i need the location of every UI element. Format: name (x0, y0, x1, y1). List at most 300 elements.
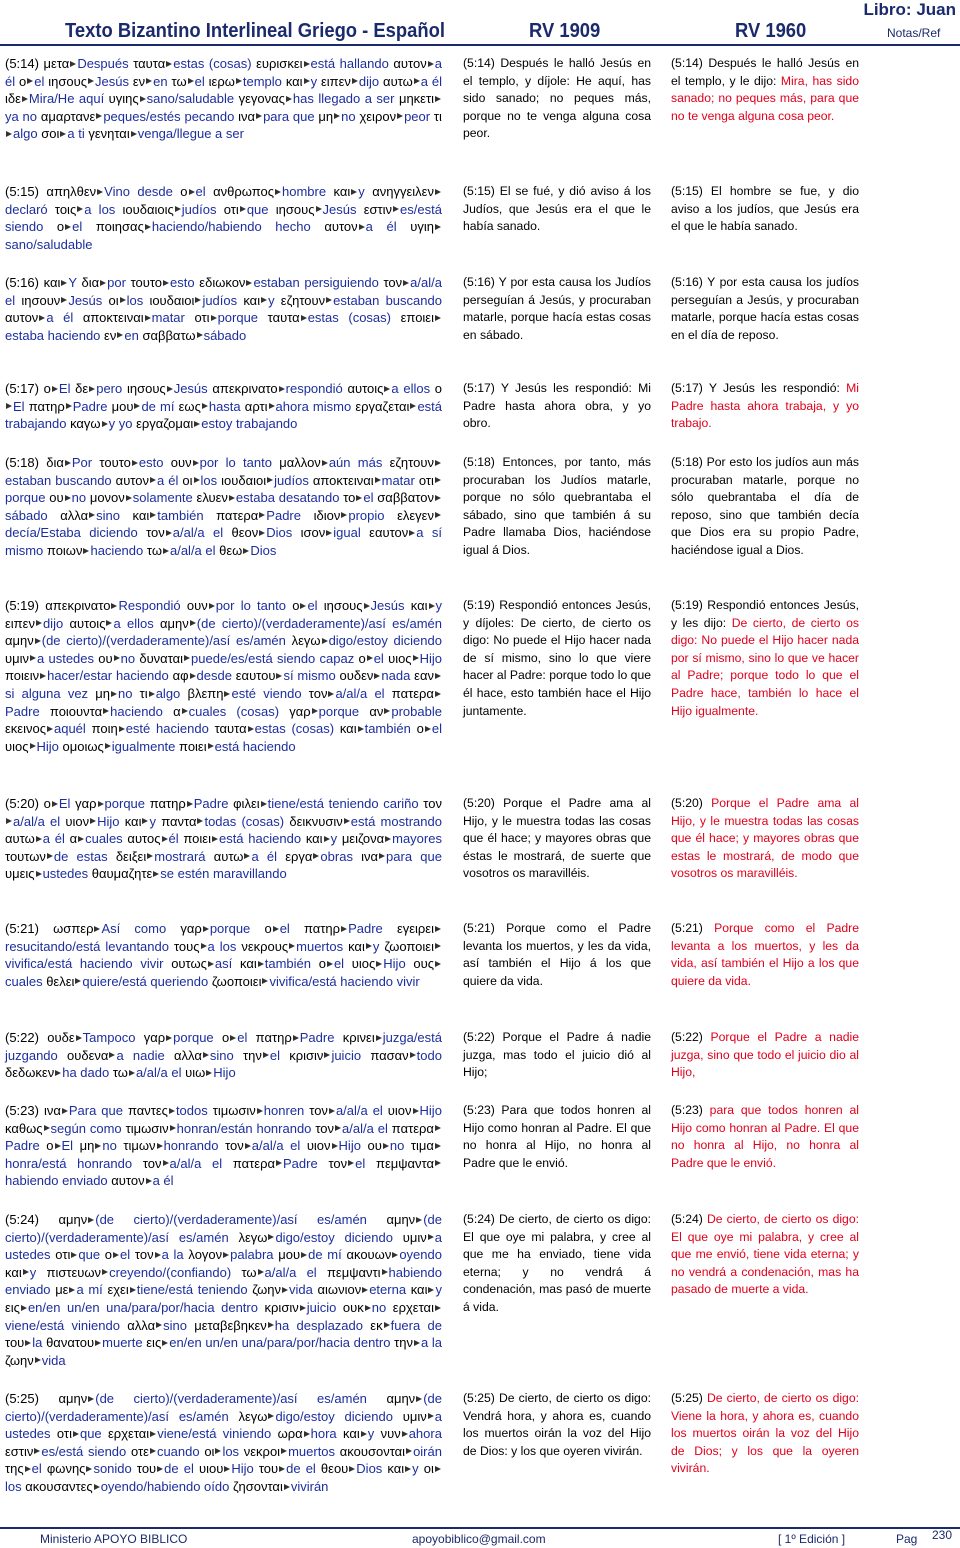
word-pair (133, 56, 251, 71)
spanish-gloss: El (58, 796, 71, 811)
word-pair (75, 796, 145, 811)
arrow-right-icon (385, 836, 391, 842)
arrow-right-icon (366, 943, 372, 949)
word-pair (243, 293, 274, 308)
greek-interlinear (5, 454, 442, 560)
word-pair (5, 91, 104, 106)
spanish-gloss: el (431, 721, 442, 737)
greek-word: και (132, 507, 150, 523)
word-pair (44, 1103, 123, 1118)
spanish-gloss: y (29, 1264, 37, 1280)
arrow-right-icon (435, 673, 441, 679)
greek-word: ακουων (346, 1247, 392, 1263)
greek-word: σαββατον (377, 490, 434, 506)
greek-word: α (69, 831, 78, 847)
word-pair (212, 381, 342, 396)
arrow-right-icon (61, 297, 67, 303)
word-pair (318, 109, 355, 124)
greek-word: παντα (161, 813, 197, 829)
arrow-right-icon (406, 1448, 412, 1454)
spanish-gloss: sí mismo (283, 668, 336, 684)
greek-word: ουν (186, 598, 208, 613)
spanish-gloss: matar (381, 472, 415, 488)
spanish-gloss: a él (152, 1173, 174, 1189)
spanish-gloss: aún más (328, 455, 383, 470)
arrow-right-icon (384, 386, 390, 392)
word-pair (95, 686, 132, 701)
greek-word: λεγω (291, 633, 321, 649)
spanish-gloss: obras (320, 848, 353, 864)
arrow-right-icon (206, 1070, 212, 1076)
spanish-gloss: los (126, 292, 144, 308)
arrow-right-icon (230, 1035, 236, 1041)
arrow-right-icon (132, 460, 138, 466)
arrow-right-icon (261, 801, 267, 807)
spanish-gloss: (de cierto)/(verdaderamente)/así es/amén (5, 1391, 442, 1424)
spanish-gloss: y (330, 831, 338, 847)
greek-word: ιησους (275, 201, 315, 217)
greek-word: ο (43, 796, 51, 811)
word-pair (328, 1156, 365, 1171)
spanish-gloss: los (200, 472, 218, 488)
greek-word: νυν (380, 1426, 401, 1442)
arrow-right-icon (257, 1108, 263, 1114)
spanish-gloss: Padre (283, 1155, 318, 1171)
arrow-right-icon (324, 1052, 330, 1058)
word-pair (5, 1065, 109, 1080)
word-pair (289, 814, 442, 829)
greek-word: πατηρ (28, 398, 65, 414)
greek-interlinear (5, 597, 442, 755)
greek-word: εργαζομαι (136, 416, 194, 432)
word-pair (63, 739, 176, 754)
arrow-right-icon (414, 78, 420, 84)
arrow-right-icon (97, 189, 103, 195)
arrow-right-icon (150, 1448, 156, 1454)
greek-word: αμην (386, 1391, 416, 1406)
greek-word: ιουδαιοις (122, 201, 174, 217)
greek-interlinear (5, 1390, 442, 1496)
spanish-gloss: el (355, 1155, 366, 1171)
greek-word: αρτι (244, 398, 268, 414)
spanish-gloss: Jesús (370, 598, 405, 613)
spanish-gloss: sábado (5, 507, 48, 523)
greek-word: απεκρινατο (212, 381, 278, 396)
arrow-right-icon (279, 1466, 285, 1472)
rv1960-words-of-jesus: Mira, has sido sanado; no peques más, para que no te venga alguna cosa peor. (671, 73, 859, 123)
rv1960-text (671, 597, 859, 720)
arrow-right-icon (61, 280, 67, 286)
spanish-gloss: los (5, 1478, 22, 1494)
spanish-gloss: puede/es/está siendo capaz (191, 650, 355, 666)
word-pair (5, 739, 59, 754)
greek-word: μη (95, 685, 110, 701)
word-pair (194, 1318, 363, 1333)
word-pair (5, 1335, 42, 1350)
spanish-gloss: a ti (67, 126, 85, 142)
contact-email: apoyobiblico@gmail.com (412, 1532, 546, 1546)
word-pair (58, 1391, 366, 1406)
spanish-gloss: algo (13, 126, 38, 142)
arrow-right-icon (429, 603, 435, 609)
word-pair (46, 455, 92, 470)
word-pair (5, 633, 286, 648)
word-pair (5, 310, 73, 325)
greek-word: υμιν (5, 650, 29, 666)
word-pair (381, 1426, 442, 1441)
word-pair (5, 1353, 66, 1368)
spanish-gloss: Padre (5, 703, 40, 719)
spanish-gloss: porque (209, 921, 251, 936)
word-pair (46, 1265, 231, 1280)
greek-word: μειζονα (341, 831, 385, 847)
arrow-right-icon (169, 1108, 175, 1114)
spanish-gloss: tiene/está teniendo (136, 1282, 248, 1298)
greek-word: υγιης (108, 91, 139, 107)
greek-word: κρισιν (264, 1299, 299, 1315)
greek-word: ου (49, 490, 64, 506)
spanish-gloss: a él (46, 310, 74, 326)
greek-word: εποιει (400, 310, 434, 326)
spanish-gloss: Tampoco (82, 1030, 136, 1045)
arrow-right-icon (258, 1269, 264, 1275)
arrow-right-icon (327, 961, 333, 967)
arrow-right-icon (281, 1448, 287, 1454)
spanish-gloss: El (13, 398, 25, 414)
greek-word: οτι (223, 201, 239, 217)
arrow-right-icon (142, 818, 148, 824)
spanish-gloss: vida (41, 1352, 66, 1368)
word-pair (41, 109, 235, 124)
spanish-gloss: (de cierto)/(verdaderamente)/así es/amén (196, 615, 442, 631)
word-pair (370, 1318, 442, 1333)
word-pair (233, 1156, 318, 1171)
greek-word: α (173, 703, 181, 719)
word-pair (55, 202, 115, 217)
word-pair (57, 219, 82, 234)
greek-word: τον (146, 525, 165, 541)
arrow-right-icon (259, 512, 265, 518)
greek-word: τον (383, 275, 403, 290)
spanish-gloss: no (120, 650, 136, 666)
greek-word: ιερω (208, 73, 235, 89)
greek-word: τουτο (130, 275, 163, 290)
verse-ref: (5:24) (5, 1212, 39, 1227)
arrow-right-icon (262, 978, 268, 984)
arrow-right-icon (184, 655, 190, 661)
word-pair (342, 831, 442, 846)
word-pair (146, 1335, 390, 1350)
arrow-right-icon (326, 530, 332, 536)
greek-word: ζωην (252, 1282, 282, 1298)
word-pair (307, 1138, 361, 1153)
greek-word: αμην (386, 1212, 416, 1227)
verse-ref: (5:22) (5, 1030, 39, 1045)
spanish-gloss: Padre (5, 1138, 40, 1154)
word-pair (209, 74, 282, 89)
spanish-gloss: en (124, 327, 139, 343)
word-pair (173, 704, 279, 719)
rv1960-words-of-jesus: Porque el Padre ama al Hijo, y le muestra todas las cosas que él hace; y mayores obras que estas le mostrará, de modo que vosotros os maravilléis. (671, 796, 859, 881)
greek-word: ινα (361, 848, 379, 864)
greek-word: θαυμαζητε (91, 866, 153, 882)
rv1960-narration: (5:16) Y por esta causa los judíos perseguían a Jesús, y procuraban matarle, porque hacía estas cosas en el día de reposo. (671, 275, 859, 342)
greek-word: εδιωκον (199, 275, 246, 290)
spanish-gloss: Vino desde (104, 184, 173, 199)
greek-interlinear (5, 380, 442, 433)
arrow-right-icon (435, 1160, 441, 1166)
greek-word: ουτως (171, 956, 207, 972)
greek-word: τον (142, 1155, 162, 1171)
arrow-right-icon (413, 1108, 419, 1114)
spanish-gloss: declaró (5, 201, 48, 217)
spanish-gloss: honran/están honrando (176, 1120, 312, 1136)
greek-word: υιον (65, 813, 90, 829)
word-pair (161, 814, 284, 829)
word-pair (222, 1030, 247, 1045)
verse-ref: (5:18) (5, 455, 39, 470)
greek-word: οτι (418, 472, 434, 488)
greek-word: εις (146, 1335, 162, 1351)
spanish-gloss: (de cierto)/(verdaderamente)/así es/amén (95, 1391, 367, 1406)
spanish-gloss: estas (cosas) (173, 56, 252, 71)
greek-word: πιστευων (46, 1264, 102, 1280)
word-pair (346, 1247, 442, 1262)
spanish-gloss: porque (104, 796, 146, 811)
word-pair (340, 721, 411, 736)
word-pair (289, 1048, 361, 1063)
greek-interlinear (5, 55, 442, 143)
word-pair (70, 831, 123, 846)
spanish-gloss: en/en un/en una/para/por/hacia dentro (27, 1299, 258, 1315)
spanish-gloss: solamente (132, 490, 193, 506)
spanish-gloss: dijo (358, 73, 380, 89)
arrow-right-icon (36, 871, 42, 877)
greek-word: τον (423, 796, 442, 811)
spanish-gloss: palabra (230, 1247, 274, 1263)
arrow-right-icon (131, 131, 137, 137)
arrow-right-icon (405, 1466, 411, 1472)
arrow-right-icon (425, 726, 431, 732)
spanish-gloss: viene/está viniendo (5, 1317, 120, 1333)
arrow-right-icon (22, 96, 28, 102)
spanish-gloss: a los (207, 938, 237, 954)
spanish-gloss: Jesús (95, 73, 129, 89)
word-pair (213, 184, 326, 199)
word-pair (5, 1265, 36, 1280)
arrow-right-icon (27, 78, 33, 84)
spanish-gloss: si alguna vez (5, 685, 89, 701)
word-pair (318, 1282, 407, 1297)
spanish-gloss: a/al/a el (5, 275, 442, 308)
spanish-gloss: el (269, 1047, 280, 1063)
spanish-gloss: venga/llegue a ser (137, 126, 244, 142)
greek-word: ακουσονται (339, 1443, 406, 1459)
arrow-right-icon (34, 1448, 40, 1454)
spanish-gloss: (de cierto)/(verdaderamente)/así es/amén (5, 1212, 442, 1245)
greek-word: οτι (55, 1247, 71, 1263)
spanish-gloss: y (435, 1282, 442, 1298)
arrow-right-icon (410, 403, 416, 409)
greek-word: με (55, 1282, 69, 1298)
arrow-right-icon (329, 1108, 335, 1114)
word-pair (70, 616, 154, 631)
arrow-right-icon (245, 1143, 251, 1149)
spanish-gloss: Y (68, 275, 77, 290)
greek-word: ωσπερ (53, 921, 94, 936)
rv1960-words-of-jesus: Mi Padre hasta ahora trabaja, y yo trabajo. (671, 381, 859, 431)
arrow-right-icon (86, 1466, 92, 1472)
greek-word: αποκτειναι (312, 472, 374, 488)
greek-word: οι (182, 472, 193, 488)
arrow-right-icon (113, 1252, 119, 1258)
word-pair (46, 1138, 73, 1153)
arrow-right-icon (167, 386, 173, 392)
arrow-right-icon (150, 1431, 156, 1437)
spanish-gloss: todos (175, 1103, 208, 1118)
spanish-gloss: juicio (331, 1047, 362, 1063)
word-pair (55, 1282, 103, 1297)
arrow-right-icon (361, 1431, 367, 1437)
arrow-right-icon (414, 1340, 420, 1346)
arrow-right-icon (103, 708, 109, 714)
word-pair (417, 721, 442, 736)
arrow-right-icon (416, 1217, 422, 1223)
word-pair (19, 74, 44, 89)
spanish-gloss: decía/Estaba diciendo (5, 525, 138, 541)
greek-word: πατηρ (304, 921, 341, 936)
spanish-gloss: él (168, 831, 179, 847)
spanish-gloss: el (31, 1461, 42, 1477)
word-pair (348, 939, 379, 954)
spanish-gloss: esté viendo (231, 685, 302, 701)
greek-word: ο (19, 73, 27, 89)
arrow-right-icon (194, 477, 200, 483)
word-pair (241, 939, 343, 954)
arrow-right-icon (435, 691, 441, 697)
arrow-right-icon (201, 943, 207, 949)
spanish-gloss: fuera de (390, 1317, 442, 1333)
arrow-right-icon (301, 1252, 307, 1258)
arrow-right-icon (96, 113, 102, 119)
arrow-right-icon (166, 530, 172, 536)
spanish-gloss: Jesús (173, 381, 208, 396)
arrow-right-icon (88, 78, 94, 84)
greek-word: λεγω (238, 1408, 268, 1424)
arrow-right-icon (273, 926, 279, 932)
arrow-right-icon (6, 131, 12, 137)
spanish-gloss: porque (217, 310, 259, 326)
greek-word: μηκετι (398, 91, 434, 107)
greek-word: αυτον (115, 472, 149, 488)
greek-word: την (242, 1047, 262, 1063)
spanish-gloss: a/al/a el (13, 813, 61, 829)
arrow-right-icon (328, 691, 334, 697)
spanish-gloss: se estén maravillando (160, 866, 287, 882)
arrow-right-icon (300, 1305, 306, 1311)
word-pair (239, 91, 395, 106)
word-pair (81, 275, 125, 290)
spanish-gloss: probable (391, 703, 442, 719)
spanish-gloss: y (310, 73, 318, 89)
word-pair (241, 1265, 316, 1280)
spanish-gloss: estas (cosas) (254, 721, 335, 737)
arrow-right-icon (35, 638, 41, 644)
word-pair (199, 1461, 254, 1476)
greek-interlinear (5, 274, 442, 344)
word-pair (285, 849, 353, 864)
spanish-gloss: estas (cosas) (307, 310, 391, 326)
word-pair (108, 1426, 271, 1441)
greek-word: ειπεν (320, 73, 351, 89)
rv1960-narration: (5:18) Por esto los judíos aun más procuraban matarle, porque no sólo quebrantaba el día de reposo, sino que también decía que Dios era su propio Padre, haciéndose igual a Dios. (671, 455, 859, 557)
spanish-gloss: el (333, 956, 345, 972)
arrow-right-icon (95, 1340, 101, 1346)
greek-word: αυτω (213, 848, 244, 864)
arrow-right-icon (383, 1143, 389, 1149)
greek-word: καθως (5, 1120, 43, 1136)
greek-word: ιησους (126, 381, 166, 396)
arrow-right-icon (117, 332, 123, 338)
arrow-right-icon (62, 1108, 68, 1114)
spanish-gloss: el (194, 73, 205, 89)
arrow-right-icon (130, 1287, 136, 1293)
greek-word: υμιν (402, 1229, 427, 1245)
word-pair (144, 1030, 214, 1045)
greek-word: και (410, 1282, 428, 1298)
word-pair (150, 796, 229, 811)
word-pair (361, 849, 442, 864)
word-pair (215, 721, 335, 736)
spanish-gloss: sábado (203, 327, 247, 343)
word-pair (55, 1247, 100, 1262)
spanish-gloss: Hijo (231, 1461, 254, 1477)
arrow-right-icon (384, 1322, 390, 1328)
greek-word: μονον (89, 490, 125, 506)
spanish-gloss: está haciendo (214, 738, 296, 754)
arrow-right-icon (379, 853, 385, 859)
arrow-right-icon (102, 421, 108, 427)
spanish-gloss: a/al/a el (172, 525, 224, 541)
spanish-gloss: el (34, 73, 45, 89)
greek-word: τους (173, 938, 200, 954)
word-pair (5, 721, 86, 736)
word-pair (340, 668, 411, 683)
arrow-right-icon (65, 460, 71, 466)
spanish-gloss: el (363, 490, 374, 506)
word-pair (279, 455, 382, 470)
arrow-right-icon (403, 280, 409, 286)
verse-ref: (5:17) (5, 381, 39, 396)
spanish-gloss: esto (138, 455, 164, 470)
greek-word: υμιν (402, 1408, 427, 1424)
arrow-right-icon (71, 1252, 77, 1258)
spanish-gloss: dijo (42, 615, 64, 631)
word-pair (45, 598, 180, 613)
spanish-gloss: judíos (181, 201, 217, 217)
greek-word: μη (318, 108, 334, 124)
rv1960-text (671, 1390, 859, 1478)
greek-word: πατηρ (149, 796, 186, 811)
greek-word: ο (358, 650, 366, 666)
spanish-gloss: porque (318, 703, 360, 719)
greek-word: ομοιως (62, 738, 104, 754)
spanish-gloss: digo/estoy diciendo (328, 633, 442, 649)
word-pair (292, 633, 442, 648)
spanish-gloss: Hijo (36, 738, 59, 754)
greek-word: ιουδαιοι (221, 472, 267, 488)
spanish-gloss: estoy trabajando (201, 416, 298, 432)
